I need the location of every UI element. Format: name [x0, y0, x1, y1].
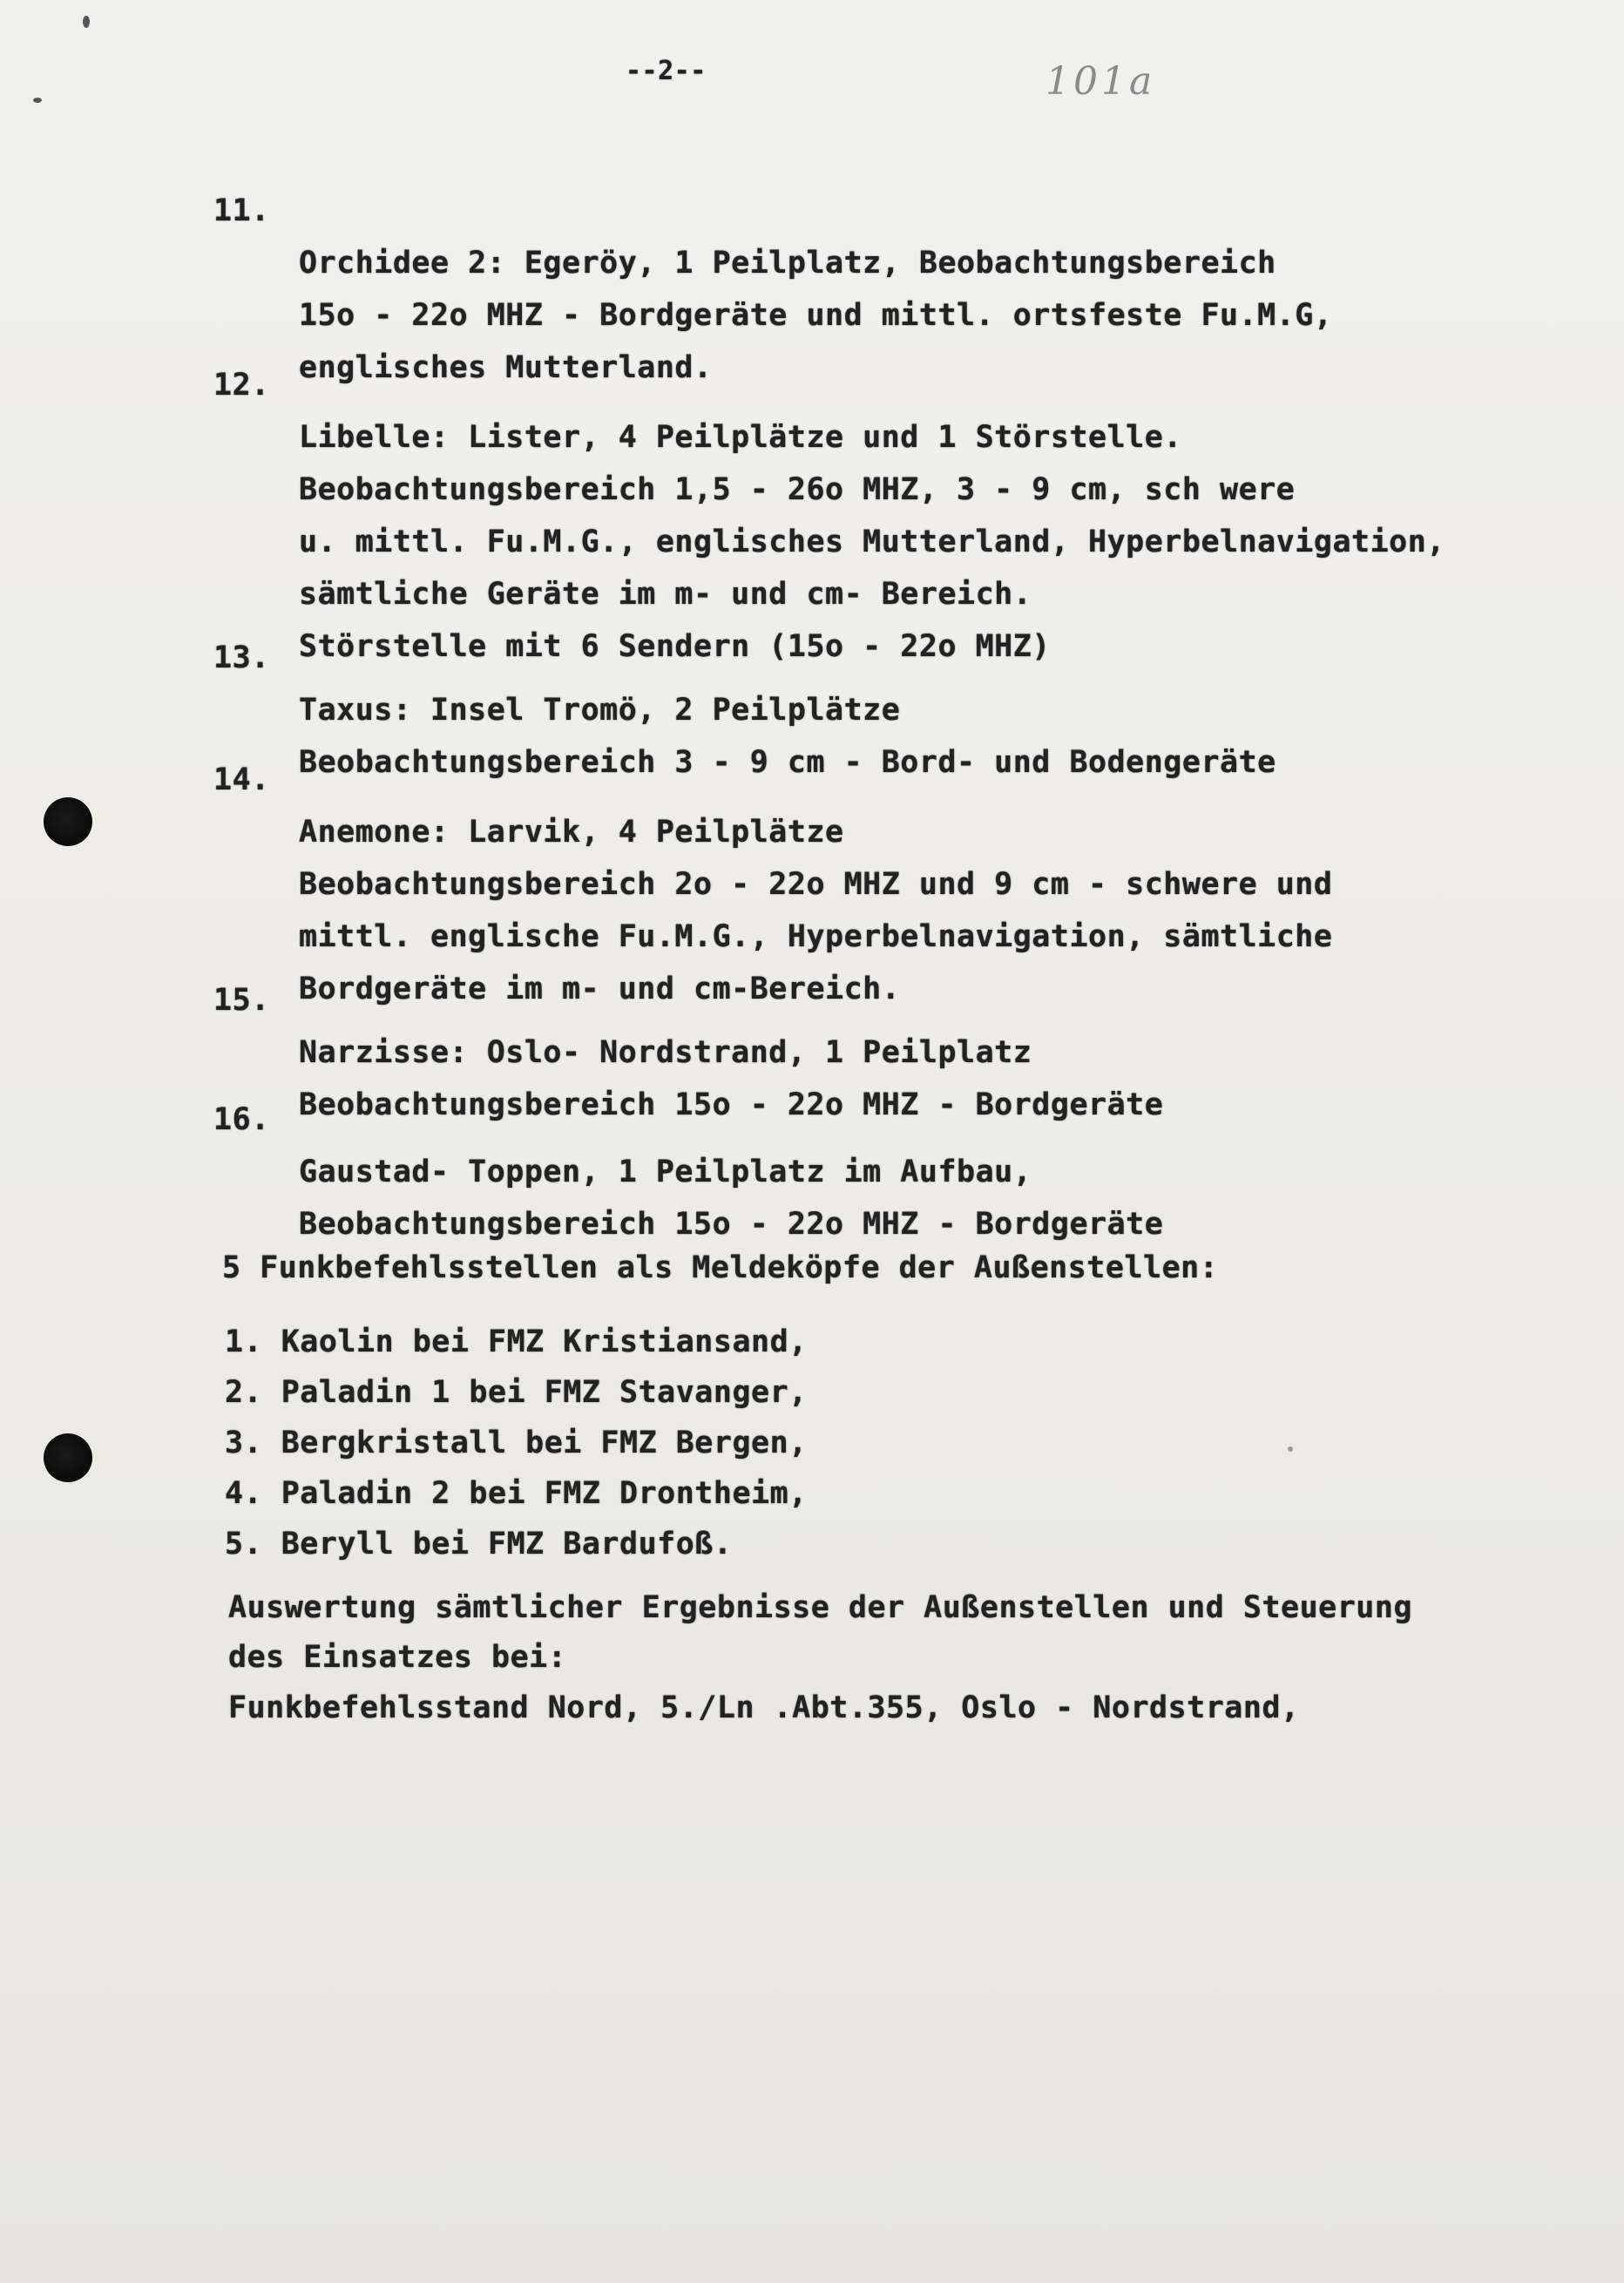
- item-number: 13.: [213, 640, 270, 675]
- item-line: sämtliche Geräte im m- und cm- Bereich.: [299, 577, 1032, 612]
- item-number: 12.: [213, 368, 270, 403]
- station-item: 5. Beryll bei FMZ Bardufoß.: [225, 1527, 733, 1562]
- station-item: 3. Bergkristall bei FMZ Bergen,: [225, 1426, 808, 1460]
- item-line: Beobachtungsbereich 15o - 22o MHZ - Bordgeräte: [299, 1087, 1164, 1122]
- punch-hole: [44, 1433, 92, 1482]
- closing-line: des Einsatzes bei:: [228, 1640, 567, 1675]
- punch-hole: [44, 797, 92, 846]
- item-line: Orchidee 2: Egeröy, 1 Peilplatz, Beobachtungsbereich: [299, 246, 1276, 281]
- handwritten-folio-number: 101a: [1045, 59, 1156, 104]
- item-line: Beobachtungsbereich 2o - 22o MHZ und 9 cm - schwere und: [299, 867, 1333, 902]
- item-line: Narzisse: Oslo- Nordstrand, 1 Peilplatz: [299, 1035, 1032, 1070]
- station-item: 1. Kaolin bei FMZ Kristiansand,: [225, 1324, 808, 1359]
- item-line: u. mittl. Fu.M.G., englisches Mutterland, Hyperbelnavigation,: [299, 525, 1445, 559]
- list-item-16: [213, 1094, 1163, 1250]
- item-line: Beobachtungsbereich 3 - 9 cm - Bord- und Bodengeräte: [299, 745, 1276, 780]
- paper-speck: [83, 16, 90, 28]
- station-item: 4. Paladin 2 bei FMZ Drontheim,: [225, 1476, 808, 1511]
- item-number: 11.: [213, 193, 270, 228]
- section-heading: 5 Funkbefehlsstellen als Meldeköpfe der Außenstellen:: [222, 1250, 1219, 1285]
- paper-speck: [1288, 1446, 1293, 1452]
- item-line: Beobachtungsbereich 1,5 - 26o MHZ, 3 - 9 cm, sch were: [299, 472, 1296, 507]
- item-line: Störstelle mit 6 Sendern (15o - 22o MHZ): [299, 629, 1051, 664]
- station-item: 2. Paladin 1 bei FMZ Stavanger,: [225, 1375, 808, 1410]
- paper-speck: [33, 98, 42, 103]
- page-number: --2--: [626, 56, 707, 86]
- item-line: 15o - 22o MHZ - Bordgeräte und mittl. ortsfeste Fu.M.G,: [299, 298, 1333, 333]
- list-item-12: [213, 359, 1445, 673]
- closing-line: Auswertung sämtlicher Ergebnisse der Außenstellen und Steuerung: [228, 1590, 1413, 1625]
- item-number: 16.: [213, 1102, 270, 1137]
- item-line: Beobachtungsbereich 15o - 22o MHZ - Bordgeräte: [299, 1207, 1164, 1242]
- item-line: Anemone: Larvik, 4 Peilplätze: [299, 815, 844, 850]
- item-line: englisches Mutterland.: [299, 350, 713, 385]
- item-line: Taxus: Insel Tromö, 2 Peilplätze: [299, 693, 901, 728]
- closing-line: Funkbefehlsstand Nord, 5./Ln .Abt.355, Oslo - Nordstrand,: [228, 1690, 1300, 1725]
- item-line: Gaustad- Toppen, 1 Peilplatz im Aufbau,: [299, 1155, 1032, 1189]
- item-line: Bordgeräte im m- und cm-Bereich.: [299, 972, 901, 1006]
- item-number: 15.: [213, 983, 270, 1018]
- item-line: Libelle: Lister, 4 Peilplätze und 1 Störstelle.: [299, 420, 1182, 455]
- item-number: 14.: [213, 762, 270, 797]
- item-line: mittl. englische Fu.M.G., Hyperbelnavigation, sämtliche: [299, 919, 1333, 954]
